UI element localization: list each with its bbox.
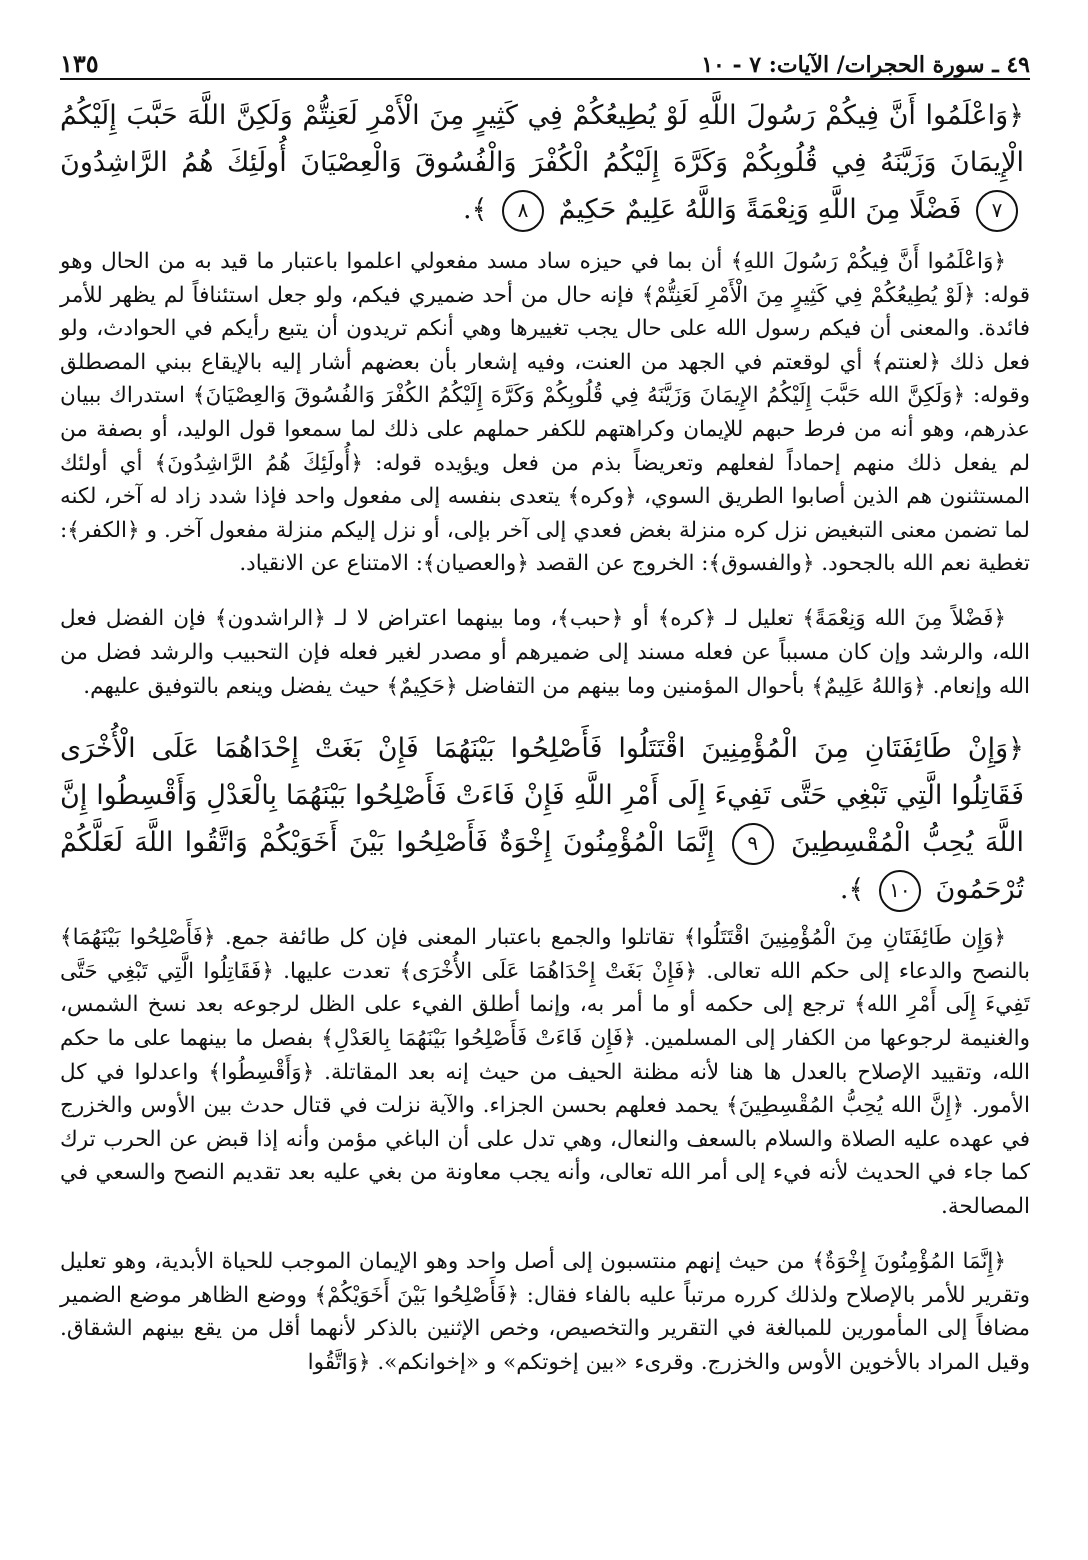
- commentary-paragraph-3: ﴿وَإِن طَائِفَتَانِ مِنَ الْمُؤْمِنِينَ اقْتَتَلُوا﴾ تقاتلوا والجمع باعتبار المعنى فإن كل طائفة جمع. ﴿فَأَصْلِحُوا بَيْنَهُمَا﴾ بالنصح والدعاء إلى حكم الله تعالى. ﴿فَإِنْ بَغَتْ إِحْدَاهُمَا عَلَى الأُخْرَى﴾ تعدت عليها. ﴿فَقَاتِلُوا الَّتِي تَبْغِي حَتَّى تَفِيءَ إِلَى أَمْرِ الله﴾ ترجع إلى حكمه أو ما أمر به، وإنما أطلق الفيء على الظل لرجوعه بعد نسخ الشمس، والغنيمة لرجوعها من الكفار إلى المسلمين. ﴿فَإِن فَاءَتْ فَأَصْلِحُوا بَيْنَهُمَا بِالعَدْلِ﴾ بفصل ما بينهما على ما حكم الله، وتقييد الإصلاح بالعدل ها هنا لأنه مظنة الحيف من حيث إنه بعد المقاتلة. ﴿وَأَقْسِطُوا﴾ واعدلوا في كل الأمور. ﴿إِنَّ الله يُحِبُّ المُقْسِطِينَ﴾ يحمد فعلهم بحسن الجزاء. والآية نزلت في قتال حدث بين الأوس والخزرج في عهده عليه الصلاة والسلام بالسعف والنعال، وهي تدل على أن الباغي مؤمن وأنه إذا قبض عن الحرب ترك كما جاء في الحديث لأنه فيء إلى أمر الله تعالى، وأنه يجب معاونة من بغي عليه بعد تقديم النصح والسعي في المصالحة.: [60, 925, 1030, 1219]
- book-page: [60, 28, 1030, 1538]
- verse-close: ﴾.: [463, 194, 488, 225]
- verse-8-text: فَضْلًا مِنَ اللَّهِ وَنِعْمَةً وَاللَّهُ عَلِيمٌ حَكِيمٌ: [558, 194, 962, 225]
- verse-number-9-marker: ٩: [732, 823, 774, 865]
- verse-close: ﴾.: [839, 874, 865, 906]
- verse-9-text: ﴿وَإِنْ طَائِفَتَانِ مِنَ الْمُؤْمِنِينَ اقْتَتَلُوا فَأَصْلِحُوا بَيْنَهُمَا فَإِنْ بَغَتْ إِحْدَاهُمَا عَلَى الْأُخْرَى فَقَاتِلُوا الَّتِي تَبْغِي حَتَّى تَفِيءَ إِلَى أَمْرِ اللَّهِ فَإِنْ فَاءَتْ فَأَصْلِحُوا بَيْنَهُمَا بِالْعَدْلِ وَأَقْسِطُوا إِنَّ اللَّهَ يُحِبُّ الْمُقْسِطِينَ: [60, 733, 1024, 859]
- verse-number-10-marker: ١٠: [879, 870, 921, 912]
- surah-title: ٤٩ ـ سورة الحجرات/ الآيات: ٧ - ١٠: [701, 52, 1030, 78]
- page-header: [60, 28, 1030, 80]
- quran-verses-9-10: [60, 725, 1030, 913]
- commentary-paragraph-4: ﴿إِنَّمَا المُؤْمِنُونَ إِخْوَةٌ﴾ من حيث إنهم منتسبون إلى أصل واحد وهو الإيمان الموجب للحياة الأبدية، وهو تعليل وتقرير للأمر بالإصلاح ولذلك كرره مرتباً عليه بالفاء فقال: ﴿فَأَصْلِحُوا بَيْنَ أَخَوَيْكُمْ﴾ ووضع الظاهر موضع الضمير مضافاً إلى المأمورين للمبالغة في التقرير والتخصيص، وخص الإثنين بالذكر لأنهما أقل من يقع بينهم الشقاق. وقيل المراد بالأخوين الأوس والخزرج. وقرىء «بين إخوتكم» و «إخوانكم». ﴿وَاتَّقُوا: [60, 1249, 1030, 1375]
- page-number: ١٣٥: [60, 49, 99, 78]
- commentary-paragraph-1: ﴿وَاعْلَمُوا أَنَّ فِيكُمْ رَسُولَ اللهِ﴾ أن بما في حيزه ساد مسد مفعولي اعلموا باعتبار ما قيد به من الحال وهو قوله: ﴿لَوْ يُطِيعُكُمْ فِي كَثِيرٍ مِنَ الْأَمْرِ لَعَنِتُّمْ﴾ فإنه حال من أحد ضميري فيكم، ولو جعل استئنافاً لم يظهر للأمر فائدة. والمعنى أن فيكم رسول الله على حال يجب تغييرها وهي أنكم تريدون أن يتبع رأيكم في الحوادث، ولو فعل ذلك ﴿لعنتم﴾ أي لوقعتم في الجهد من العنت، وفيه إشعار بأن بعضهم أشار إليه بالإيقاع ببني المصطلق وقوله: ﴿وَلَكِنَّ الله حَبَّبَ إِلَيْكُمُ الإِيمَانَ وَزَيَّنَهُ فِي قُلُوبِكُمْ وَكَرَّهَ إِلَيْكُمُ الكُفْرَ وَالفُسُوقَ وَالعِصْيَانَ﴾ استدراك ببيان عذرهم، وهو أنه من فرط حبهم للإيمان وكراهتهم للكفر حملهم على ذلك لما سمعوا قول الوليد، أو بصفة من لم يفعل ذلك منهم إحماداً لفعلهم وتعريضاً بذم من فعل ويؤيده قوله: ﴿أُولَئِكَ هُمُ الرَّاشِدُونَ﴾ أي أولئك المستثنون هم الذين أصابوا الطريق السوي، ﴿وكره﴾ يتعدى بنفسه إلى مفعول واحد فإذا شدد زاد له آخر، لكنه لما تضمن معنى التبغيض نزل كره منزلة بغض فعدي إلى آخر بإلى، أو نزل إليكم منزلة مفعول آخر. و ﴿الكفر﴾: تغطية نعم الله بالجحود. ﴿والفسوق﴾: الخروج عن القصد ﴿والعصيان﴾: الامتناع عن الانقياد.: [60, 249, 1030, 577]
- verse-number-7-marker: ٧: [976, 190, 1018, 232]
- quran-verses-7-8: [60, 92, 1030, 233]
- verse-number-8-marker: ٨: [502, 190, 544, 232]
- verse-10-text: إِنَّمَا الْمُؤْمِنُونَ إِخْوَةٌ فَأَصْلِحُوا بَيْنَ أَخَوَيْكُمْ وَاتَّقُوا اللَّهَ لَعَلَّكُمْ تُرْحَمُونَ: [60, 827, 1024, 906]
- verse-7-text: ﴿وَاعْلَمُوا أَنَّ فِيكُمْ رَسُولَ اللَّهِ لَوْ يُطِيعُكُمْ فِي كَثِيرٍ مِنَ الْأَمْرِ لَعَنِتُّمْ وَلَكِنَّ اللَّهَ حَبَّبَ إِلَيْكُمُ الْإِيمَانَ وَزَيَّنَهُ فِي قُلُوبِكُمْ وَكَرَّهَ إِلَيْكُمُ الْكُفْرَ وَالْفُسُوقَ وَالْعِصْيَانَ أُولَئِكَ هُمُ الرَّاشِدُونَ: [60, 100, 1024, 178]
- commentary-paragraph-2: ﴿فَضْلاً مِنَ الله وَنِعْمَةً﴾ تعليل لـ ﴿كره﴾ أو ﴿حبب﴾، وما بينهما اعتراض لا لـ ﴿الراشدون﴾ فإن الفضل فعل الله، والرشد وإن كان مسبباً عن فعله مسند إلى ضميرهم أو مصدر لغير فعله فإن التحبيب والرشد فضل من الله وإنعام. ﴿وَاللهُ عَلِيمٌ﴾ بأحوال المؤمنين وما بينهم من التفاضل ﴿حَكِيمٌ﴾ حيث يفضل وينعم بالتوفيق عليهم.: [60, 606, 1030, 699]
